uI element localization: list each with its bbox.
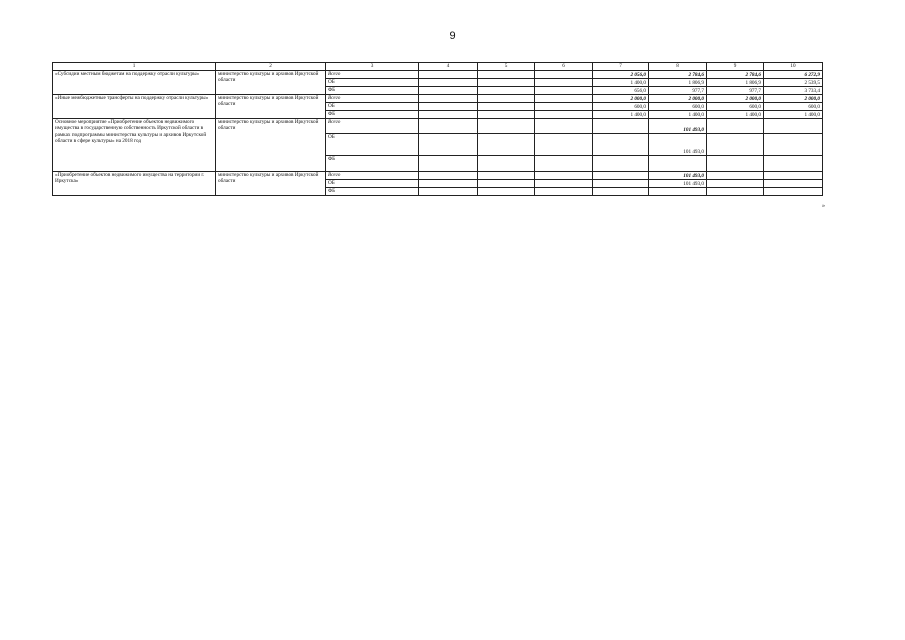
amount-cell: [535, 87, 593, 95]
responsible-organization: министерство культуры и архивов Иркутской области: [216, 95, 326, 119]
funding-source: ОБ: [326, 79, 419, 87]
measure-name: «Субсидии местным бюджетам на поддержку отрасли культуры»: [53, 71, 216, 95]
amount-cell: [764, 188, 823, 196]
amount-cell: [535, 111, 593, 119]
amount-cell: 101 493,0: [649, 180, 707, 188]
measure-name: Основное мероприятие «Приобретение объектов недвижимого имущества в государственную собственность Иркутской области в рамках подпрограммы министерства культуры и архивов Иркутской области в сфере культуры» на 2018 год: [53, 119, 216, 172]
funding-source: ФБ: [326, 87, 419, 95]
amount-cell: [419, 188, 478, 196]
amount-cell: 1 400,0: [707, 111, 764, 119]
responsible-organization: министерство культуры и архивов Иркутской области: [216, 119, 326, 172]
column-header: 2: [216, 63, 326, 71]
amount-cell: [419, 172, 478, 180]
funding-source: Всего: [326, 95, 419, 103]
amount-cell: [478, 156, 535, 172]
amount-cell: [478, 134, 535, 156]
amount-cell: [707, 119, 764, 134]
amount-cell: 101 493,0: [649, 119, 707, 134]
amount-cell: [419, 71, 478, 79]
amount-cell: 600,0: [593, 103, 649, 111]
amount-cell: [593, 172, 649, 180]
amount-cell: [764, 172, 823, 180]
amount-cell: 2 784,6: [649, 71, 707, 79]
amount-cell: [419, 95, 478, 103]
responsible-organization: министерство культуры и архивов Иркутской области: [216, 71, 326, 95]
funding-source: Всего: [326, 172, 419, 180]
column-header: 7: [593, 63, 649, 71]
amount-cell: 600,0: [764, 103, 823, 111]
funding-source: ФБ: [326, 156, 419, 172]
amount-cell: [478, 111, 535, 119]
amount-cell: [535, 95, 593, 103]
amount-cell: [419, 111, 478, 119]
amount-cell: [535, 156, 593, 172]
table-row: [53, 172, 823, 180]
amount-cell: 600,0: [707, 103, 764, 111]
amount-cell: [419, 79, 478, 87]
amount-cell: [593, 180, 649, 188]
column-header: 1: [53, 63, 216, 71]
amount-cell: [535, 71, 593, 79]
amount-cell: [419, 180, 478, 188]
amount-cell: [535, 180, 593, 188]
funding-source: ФБ: [326, 111, 419, 119]
measure-name: «Приобретение объектов недвижимого имущества на территории г. Иркутска»: [53, 172, 216, 196]
amount-cell: 2 000,0: [593, 95, 649, 103]
table-row: [53, 119, 823, 134]
closing-quote-mark: »: [822, 203, 825, 209]
amount-cell: [478, 87, 535, 95]
budget-table: [52, 62, 823, 196]
amount-cell: [707, 172, 764, 180]
amount-cell: 3 733,4: [764, 87, 823, 95]
amount-cell: 2 000,0: [707, 95, 764, 103]
column-header: 5: [478, 63, 535, 71]
amount-cell: [764, 156, 823, 172]
amount-cell: 6 272,9: [764, 71, 823, 79]
amount-cell: [535, 103, 593, 111]
amount-cell: [478, 180, 535, 188]
amount-cell: [593, 188, 649, 196]
funding-source: ОБ: [326, 103, 419, 111]
amount-cell: [707, 188, 764, 196]
amount-cell: 2 056,0: [593, 71, 649, 79]
amount-cell: [478, 188, 535, 196]
column-header: 8: [649, 63, 707, 71]
amount-cell: [764, 180, 823, 188]
column-header: 4: [419, 63, 478, 71]
amount-cell: 2 784,6: [707, 71, 764, 79]
column-header: 10: [764, 63, 823, 71]
table-row: [53, 95, 823, 103]
amount-cell: [478, 119, 535, 134]
table-row: [53, 71, 823, 79]
amount-cell: [707, 134, 764, 156]
amount-cell: [478, 79, 535, 87]
amount-cell: 2 539,5: [764, 79, 823, 87]
amount-cell: 1 400,0: [764, 111, 823, 119]
amount-cell: 101 493,0: [649, 134, 707, 156]
amount-cell: [419, 119, 478, 134]
amount-cell: 2 000,0: [649, 95, 707, 103]
funding-source: ОБ: [326, 134, 419, 156]
measure-name: «Иные межбюджетные трансферты на поддержку отрасли культуры»: [53, 95, 216, 119]
amount-cell: [419, 134, 478, 156]
amount-cell: [593, 119, 649, 134]
amount-cell: [593, 134, 649, 156]
amount-cell: [478, 172, 535, 180]
page-number: 9: [449, 30, 456, 42]
amount-cell: 101 493,0: [649, 172, 707, 180]
table-header-row: [53, 63, 823, 71]
amount-cell: [649, 188, 707, 196]
responsible-organization: министерство культуры и архивов Иркутской области: [216, 172, 326, 196]
amount-cell: 1 400,0: [593, 111, 649, 119]
amount-cell: [419, 103, 478, 111]
funding-source: ФБ: [326, 188, 419, 196]
funding-source: ОБ: [326, 180, 419, 188]
amount-cell: [649, 156, 707, 172]
amount-cell: [478, 71, 535, 79]
amount-cell: [419, 156, 478, 172]
funding-source: Всего: [326, 71, 419, 79]
amount-cell: 2 000,0: [764, 95, 823, 103]
amount-cell: [764, 119, 823, 134]
amount-cell: [535, 188, 593, 196]
amount-cell: [478, 95, 535, 103]
amount-cell: [535, 119, 593, 134]
amount-cell: 1 806,9: [707, 79, 764, 87]
amount-cell: [707, 180, 764, 188]
amount-cell: [478, 103, 535, 111]
amount-cell: 656,0: [593, 87, 649, 95]
amount-cell: [764, 134, 823, 156]
amount-cell: [419, 87, 478, 95]
amount-cell: 600,0: [649, 103, 707, 111]
amount-cell: 977,7: [649, 87, 707, 95]
amount-cell: [535, 134, 593, 156]
amount-cell: [535, 172, 593, 180]
amount-cell: 1 400,0: [593, 79, 649, 87]
column-header: 3: [326, 63, 419, 71]
column-header: 9: [707, 63, 764, 71]
amount-cell: 1 400,0: [649, 111, 707, 119]
amount-cell: [707, 156, 764, 172]
amount-cell: [535, 79, 593, 87]
funding-source: Всего: [326, 119, 419, 134]
column-header: 6: [535, 63, 593, 71]
amount-cell: 1 806,9: [649, 79, 707, 87]
amount-cell: [593, 156, 649, 172]
amount-cell: 977,7: [707, 87, 764, 95]
